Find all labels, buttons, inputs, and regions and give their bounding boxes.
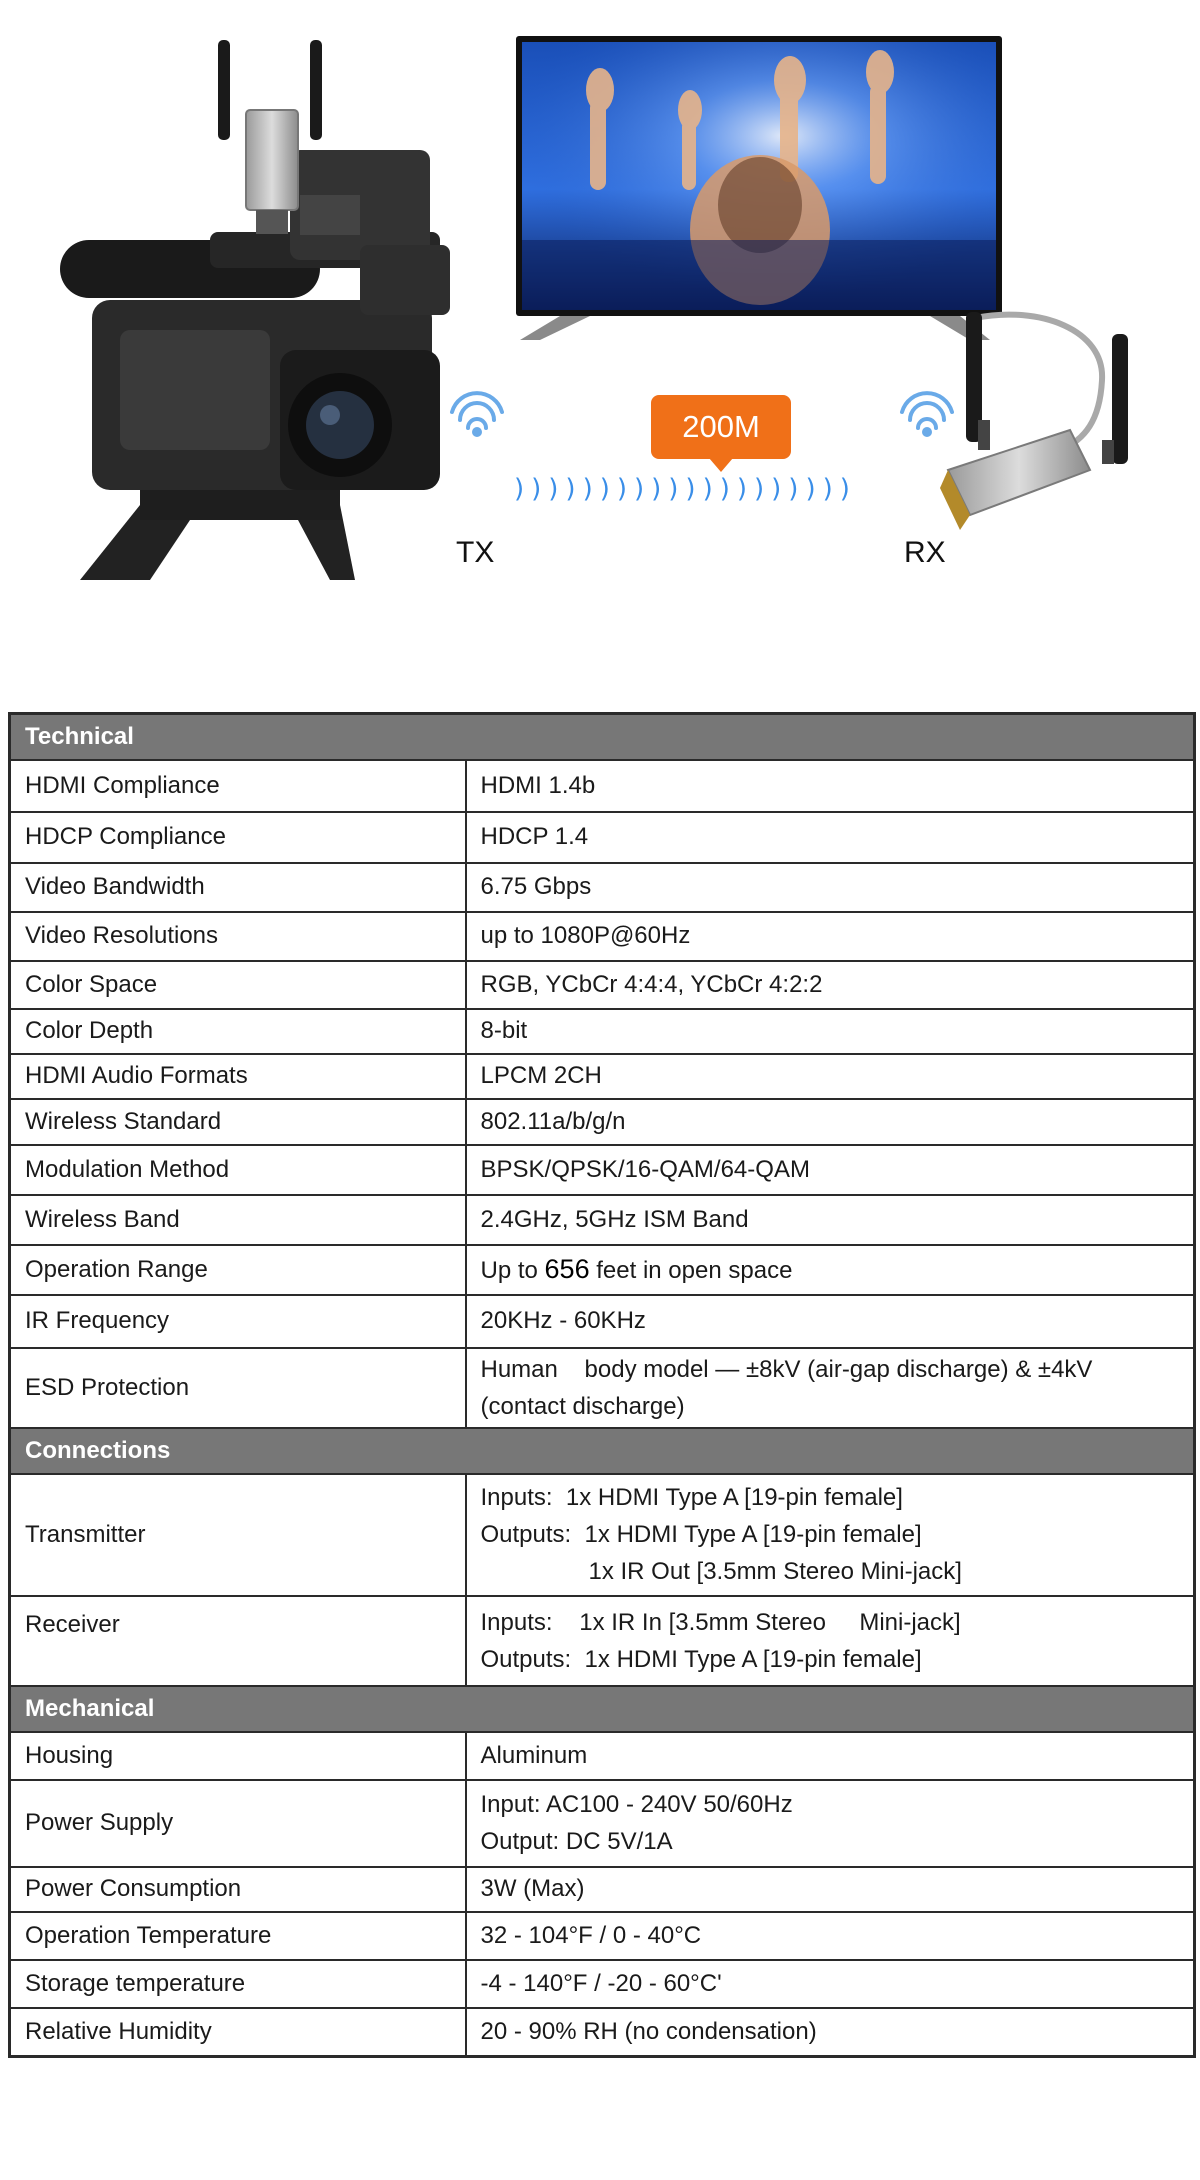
value-line: Outputs: 1x HDMI Type A [19-pin female] bbox=[480, 1521, 922, 1548]
section-header-connections bbox=[10, 1428, 1195, 1474]
spec-row-video-resolutions bbox=[10, 912, 1195, 961]
tx-label: TX bbox=[456, 536, 495, 569]
spec-row-hdcp-compliance bbox=[10, 812, 1195, 863]
spec-row-operation-range bbox=[10, 1245, 1195, 1295]
spec-table bbox=[8, 712, 1196, 2058]
spec-row-color-space bbox=[10, 961, 1195, 1009]
spec-value: 2.4GHz, 5GHz ISM Band bbox=[466, 1195, 1195, 1245]
value-line: Input: AC100 - 240V 50/60Hz bbox=[480, 1791, 793, 1818]
spec-key: ESD Protection bbox=[10, 1348, 466, 1428]
spec-value bbox=[466, 1596, 1195, 1686]
section-title: Mechanical bbox=[10, 1686, 1195, 1732]
spec-value bbox=[466, 1245, 1195, 1295]
spec-row-housing bbox=[10, 1732, 1195, 1780]
value-line: Inputs: 1x HDMI Type A [19-pin female] bbox=[480, 1484, 903, 1511]
spec-row-power-consumption bbox=[10, 1867, 1195, 1912]
spec-key: Wireless Band bbox=[10, 1195, 466, 1245]
spec-key: Power Consumption bbox=[10, 1867, 466, 1912]
spec-value: 3W (Max) bbox=[466, 1867, 1195, 1912]
spec-row-power-supply bbox=[10, 1780, 1195, 1867]
spec-key: HDMI Audio Formats bbox=[10, 1054, 466, 1099]
spec-row-hdmi-compliance bbox=[10, 760, 1195, 812]
spec-key: Color Depth bbox=[10, 1009, 466, 1054]
spec-row-transmitter bbox=[10, 1474, 1195, 1596]
spec-value: up to 1080P@60Hz bbox=[466, 912, 1195, 961]
spec-key: HDCP Compliance bbox=[10, 812, 466, 863]
value-line: Output: DC 5V/1A bbox=[480, 1828, 673, 1855]
spec-key: Transmitter bbox=[10, 1474, 466, 1596]
spec-value: 20 - 90% RH (no condensation) bbox=[466, 2008, 1195, 2057]
spec-value: BPSK/QPSK/16-QAM/64-QAM bbox=[466, 1145, 1195, 1195]
spec-row-wireless-band bbox=[10, 1195, 1195, 1245]
spec-row-hdmi-audio-formats bbox=[10, 1054, 1195, 1099]
spec-key: Color Space bbox=[10, 961, 466, 1009]
spec-value bbox=[466, 1780, 1195, 1867]
section-title: Connections bbox=[10, 1428, 1195, 1474]
spec-row-modulation-method bbox=[10, 1145, 1195, 1195]
product-illustration bbox=[0, 0, 1200, 600]
range-suffix: feet in open space bbox=[589, 1257, 793, 1284]
spec-key: Relative Humidity bbox=[10, 2008, 466, 2057]
section-title: Technical bbox=[10, 714, 1195, 760]
spec-value: 8-bit bbox=[466, 1009, 1195, 1054]
spec-row-video-bandwidth bbox=[10, 863, 1195, 912]
rx-dongle bbox=[940, 312, 1128, 530]
spec-key: Receiver bbox=[10, 1596, 466, 1686]
spec-value: 20KHz - 60KHz bbox=[466, 1295, 1195, 1348]
spec-key: Power Supply bbox=[10, 1780, 466, 1867]
spec-row-wireless-standard bbox=[10, 1099, 1195, 1145]
spec-row-operation-temperature bbox=[10, 1912, 1195, 1960]
spec-row-color-depth bbox=[10, 1009, 1195, 1054]
spec-value: HDCP 1.4 bbox=[466, 812, 1195, 863]
wifi-tx-icon bbox=[452, 393, 502, 435]
spec-row-receiver bbox=[10, 1596, 1195, 1686]
value-line: Inputs: 1x IR In [3.5mm Stereo Mini-jack] bbox=[480, 1608, 961, 1636]
value-line: (contact discharge) bbox=[480, 1392, 685, 1420]
spec-value: 802.11a/b/g/n bbox=[466, 1099, 1195, 1145]
section-header-mechanical bbox=[10, 1686, 1195, 1732]
spec-row-esd-protection bbox=[10, 1348, 1195, 1428]
section-header-technical bbox=[10, 714, 1195, 760]
spec-value: LPCM 2CH bbox=[466, 1054, 1195, 1099]
spec-value: -4 - 140°F / -20 - 60°C' bbox=[466, 1960, 1195, 2008]
signal-waves: )))))))))))))))))))) bbox=[514, 474, 857, 504]
spec-value: HDMI 1.4b bbox=[466, 760, 1195, 812]
spec-value: RGB, YCbCr 4:4:4, YCbCr 4:2:2 bbox=[466, 961, 1195, 1009]
spec-key: Modulation Method bbox=[10, 1145, 466, 1195]
spec-key: Video Bandwidth bbox=[10, 863, 466, 912]
spec-key: Housing bbox=[10, 1732, 466, 1780]
range-distance: 656 bbox=[544, 1254, 590, 1284]
spec-value: 32 - 104°F / 0 - 40°C bbox=[466, 1912, 1195, 1960]
value-line: Outputs: 1x HDMI Type A [19-pin female] bbox=[480, 1645, 922, 1673]
range-prefix: Up to bbox=[480, 1257, 545, 1284]
spec-key: IR Frequency bbox=[10, 1295, 466, 1348]
value-line: 1x IR Out [3.5mm Stereo Mini-jack] bbox=[588, 1558, 962, 1585]
spec-row-relative-humidity bbox=[10, 2008, 1195, 2057]
spec-key: Operation Temperature bbox=[10, 1912, 466, 1960]
spec-value: 6.75 Gbps bbox=[466, 863, 1195, 912]
spec-key: Operation Range bbox=[10, 1245, 466, 1295]
wifi-rx-icon bbox=[902, 393, 952, 435]
spec-key: HDMI Compliance bbox=[10, 760, 466, 812]
value-line: Human body model — ±8kV (air-gap discharge) & ±4kV bbox=[480, 1355, 1093, 1383]
setup-diagram bbox=[0, 0, 1200, 600]
spec-row-storage-temperature bbox=[10, 1960, 1195, 2008]
camcorder bbox=[60, 40, 450, 580]
tv-display bbox=[516, 36, 1002, 340]
spec-key: Wireless Standard bbox=[10, 1099, 466, 1145]
spec-value bbox=[466, 1348, 1195, 1428]
spec-key: Storage temperature bbox=[10, 1960, 466, 2008]
rx-label: RX bbox=[904, 536, 946, 569]
spec-key: Video Resolutions bbox=[10, 912, 466, 961]
spec-value bbox=[466, 1474, 1195, 1596]
spec-row-ir-frequency bbox=[10, 1295, 1195, 1348]
hdmi-cable bbox=[975, 315, 1102, 450]
spec-value: Aluminum bbox=[466, 1732, 1195, 1780]
bandwidth-badge: 200M bbox=[651, 395, 791, 459]
